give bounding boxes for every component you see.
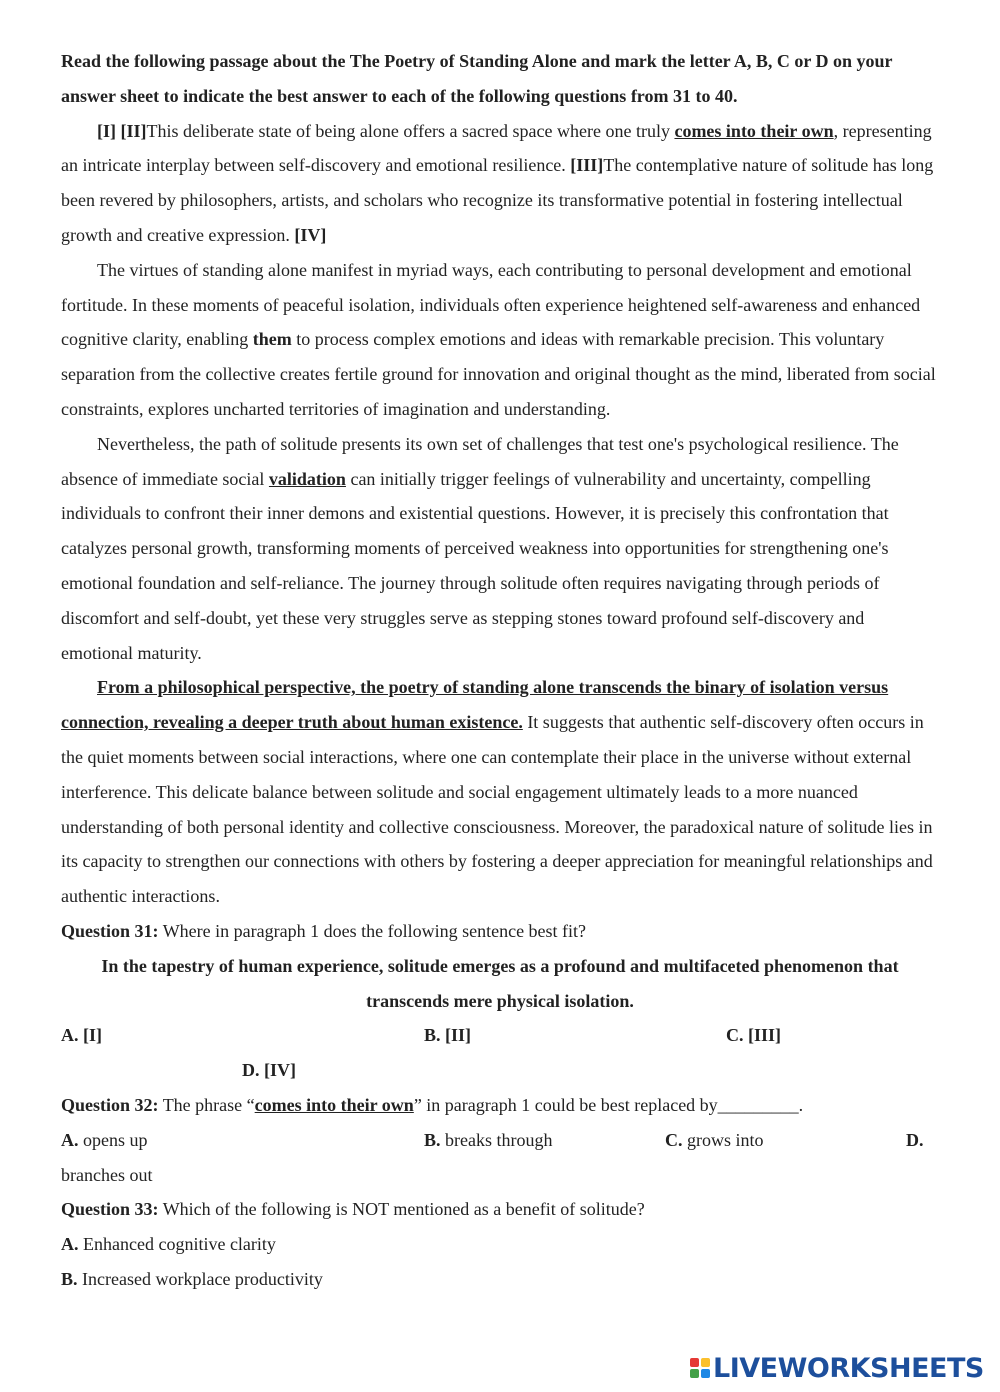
q32-option-a[interactable] xyxy=(61,1123,148,1158)
question-33 xyxy=(61,1192,939,1227)
p4-underlined-sentence: From a philosophical perspective, the poetry of standing alone transcends the binary of isolation versus connection, revealing a deeper truth about human existence. xyxy=(61,677,889,733)
q31-sentence: In the tapestry of human experience, solitude emerges as a profound and multifaceted phenomenon that transcends mere physical isolation. xyxy=(101,955,899,1011)
q33-option-a[interactable] xyxy=(61,1227,939,1262)
q31-text: Where in paragraph 1 does the following sentence best fit? xyxy=(158,920,587,941)
p1-text-1: This deliberate state of being alone offers a sacred space where one truly xyxy=(146,120,675,141)
logo-square-yellow xyxy=(701,1358,710,1367)
q32-option-d-text[interactable]: branches out xyxy=(61,1164,153,1185)
q32-c-text: grows into xyxy=(682,1129,764,1150)
q32-b-text: breaks through xyxy=(440,1129,553,1150)
q33-option-b[interactable] xyxy=(61,1262,939,1297)
p4-text-1: It suggests that authentic self-discovery often occurs in the quiet moments between social interactions, where one can contemplate their place in the universe without external interference. This delicate balance between solitude and social engagement ultimately leads to a more nuanced understanding of both personal identity and collective consciousness. Moreover, the paradoxical nature of solitude lies in its capacity to strengthen our connections with others by fostering a deeper appreciation for meaningful relationships and authentic interactions. xyxy=(61,712,933,907)
paragraph-4 xyxy=(61,670,939,914)
insert-marker-4: [IV] xyxy=(294,224,327,245)
q32-phrase: comes into their own xyxy=(254,1094,414,1115)
paragraph-3 xyxy=(61,427,939,671)
p2-text-1: The virtues of standing alone manifest in myriad ways, each contributing to personal development and emotional fortitude. In these moments of peaceful isolation, individuals often experience heightened self-awareness and enhanced cognitive clarity, enabling xyxy=(61,259,921,350)
paragraph-2 xyxy=(61,253,939,427)
q32-option-b[interactable] xyxy=(424,1123,553,1158)
p1-text-2: , representing an intricate interplay between self-discovery and emotional resilience. xyxy=(61,120,932,176)
phrase-comes-into-their-own: comes into their own xyxy=(674,120,834,141)
q32-label: Question 32: xyxy=(61,1094,159,1115)
insert-markers-1-2: [I] [II] xyxy=(97,120,147,141)
liveworksheets-logo xyxy=(690,1350,984,1386)
worksheet-page xyxy=(61,44,939,1297)
q32-option-d-letter[interactable] xyxy=(906,1123,924,1158)
insert-marker-3: [III] xyxy=(570,155,604,176)
q31-option-b[interactable]: B. [II] xyxy=(424,1025,472,1046)
q33-b-text: Increased workplace productivity xyxy=(77,1268,323,1289)
question-31 xyxy=(61,914,939,949)
logo-square-green xyxy=(690,1369,699,1378)
question-32 xyxy=(61,1088,939,1123)
logo-square-red xyxy=(690,1358,699,1367)
logo-text: LIVEWORKSHEETS xyxy=(713,1352,984,1384)
p3-text-1: Nevertheless, the path of solitude presents its own set of challenges that test one's psychological resilience. The absence of immediate social xyxy=(61,433,899,489)
q33-text: Which of the following is NOT mentioned as a benefit of solitude? xyxy=(158,1199,645,1220)
word-them: them xyxy=(252,329,292,350)
q32-b-letter: B. xyxy=(424,1129,441,1150)
liveworksheets-logo-icon xyxy=(690,1358,710,1378)
p2-text-2: to process complex emotions and ideas with remarkable precision. This voluntary separation from the collective creates fertile ground for innovation and original thought as the mind, liberated from social constraints, explores uncharted territories of imagination and understanding. xyxy=(61,329,936,419)
q33-a-letter: A. xyxy=(61,1234,79,1255)
p1-text-3: The contemplative nature of solitude has long been revered by philosophers, artists, and scholars who recognize its transformative potential in fostering intellectual growth and creative expression. xyxy=(61,155,934,245)
q31-option-d[interactable]: D. [IV] xyxy=(242,1060,296,1081)
q33-label: Question 33: xyxy=(61,1199,159,1220)
q32-c-letter: C. xyxy=(665,1129,683,1150)
paragraph-1 xyxy=(61,114,939,253)
q32-options-row xyxy=(61,1123,939,1158)
q33-b-letter: B. xyxy=(61,1268,78,1289)
q32-options-row-2 xyxy=(61,1158,939,1193)
q31-option-c[interactable]: C. [III] xyxy=(726,1025,782,1046)
q32-a-text: opens up xyxy=(78,1129,148,1150)
q31-options-row xyxy=(61,1018,939,1053)
q32-a-letter: A. xyxy=(61,1129,79,1150)
q31-options-row-2 xyxy=(61,1053,939,1088)
q32-text-2: ” in paragraph 1 could be best replaced by_________. xyxy=(413,1094,804,1115)
q32-option-c[interactable] xyxy=(665,1123,764,1158)
q31-option-a[interactable]: A. [I] xyxy=(61,1025,102,1046)
q31-label: Question 31: xyxy=(61,920,159,941)
instruction: Read the following passage about the The Poetry of Standing Alone and mark the letter A, B, C or D on your answer sheet to indicate the best answer to each of the following questions from 31 to 40. xyxy=(61,51,893,106)
q32-text-1: The phrase “ xyxy=(158,1094,255,1115)
q33-a-text: Enhanced cognitive clarity xyxy=(78,1234,276,1255)
p3-text-2: can initially trigger feelings of vulnerability and uncertainty, compelling individuals to confront their inner demons and existential questions. However, it is precisely this confrontation that catalyzes personal growth, transforming moments of perceived weakness into opportunities for strengthening one's emotional foundation and self-reliance. The journey through solitude often requires navigating through periods of discomfort and self-doubt, yet these very struggles serve as stepping stones toward profound self-discovery and emotional maturity. xyxy=(61,468,889,663)
word-validation: validation xyxy=(268,468,346,489)
logo-square-blue xyxy=(701,1369,710,1378)
q32-d-letter: D. xyxy=(906,1129,924,1150)
